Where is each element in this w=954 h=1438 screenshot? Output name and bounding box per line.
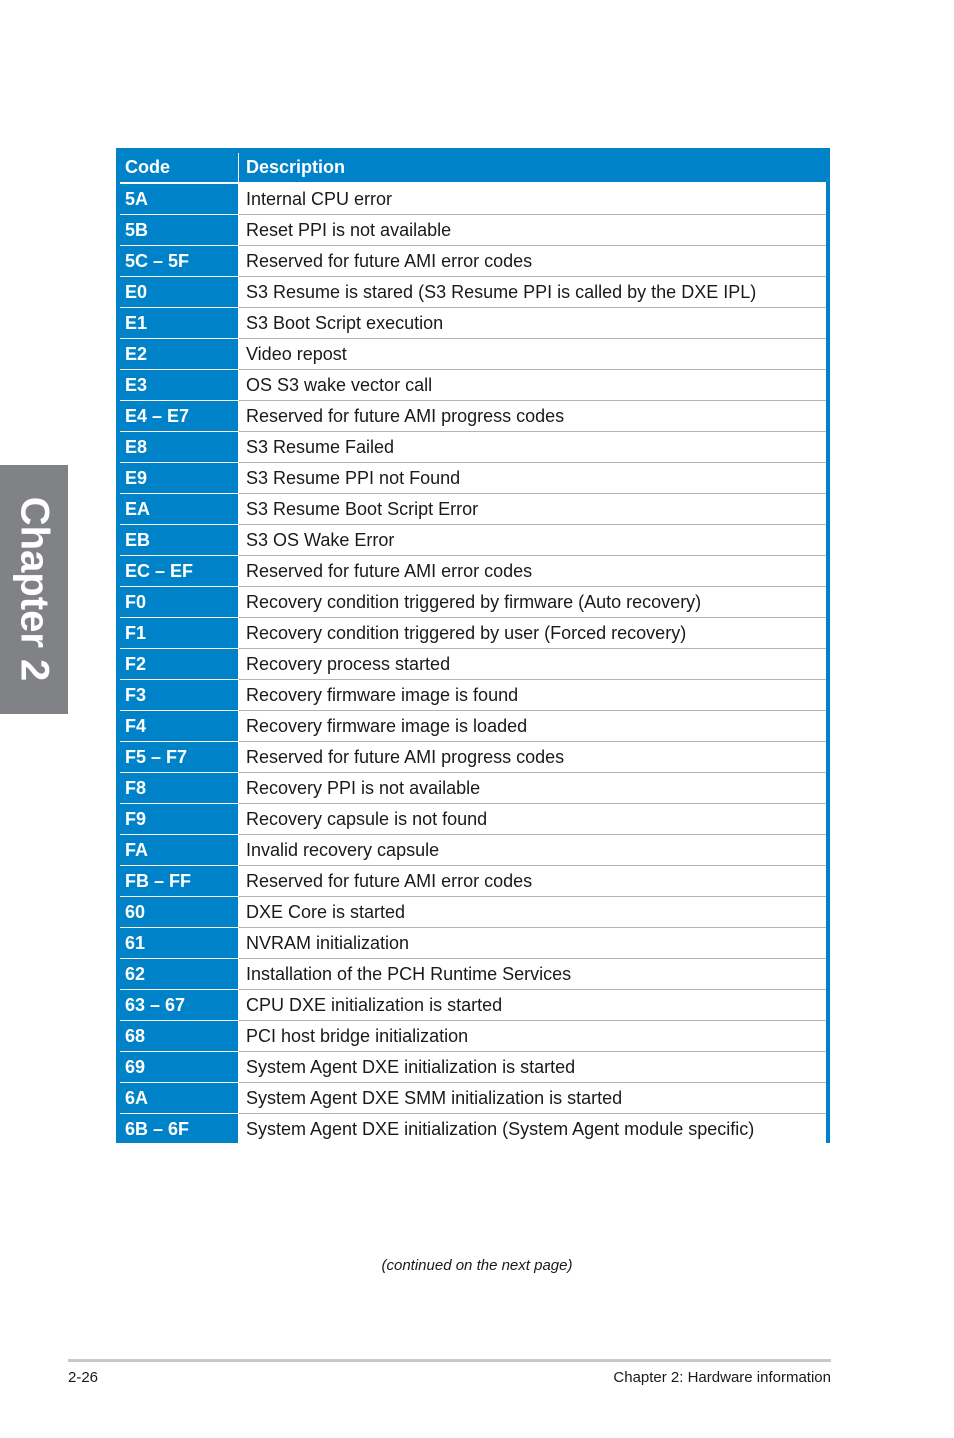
code-cell: E0: [120, 277, 238, 308]
table-row: [120, 835, 826, 866]
table-row: [120, 959, 826, 990]
table-row: [120, 804, 826, 835]
table-row: [120, 525, 826, 556]
footer-rule: [68, 1359, 831, 1362]
code-cell: 68: [120, 1021, 238, 1052]
table-row: [120, 277, 826, 308]
code-cell: 63 – 67: [120, 990, 238, 1021]
code-cell: 62: [120, 959, 238, 990]
code-cell: 5B: [120, 215, 238, 246]
table-row: [120, 339, 826, 370]
table-body: [120, 184, 826, 1145]
code-cell: F8: [120, 773, 238, 804]
table-row: [120, 308, 826, 339]
code-cell: E2: [120, 339, 238, 370]
description-cell: Recovery capsule is not found: [238, 804, 826, 835]
description-cell: DXE Core is started: [238, 897, 826, 928]
code-cell: E4 – E7: [120, 401, 238, 432]
code-cell: F9: [120, 804, 238, 835]
description-cell: S3 OS Wake Error: [238, 525, 826, 556]
table-row: [120, 401, 826, 432]
table-row: [120, 1052, 826, 1083]
description-cell: Recovery condition triggered by firmware (Auto recovery): [238, 587, 826, 618]
code-cell: FA: [120, 835, 238, 866]
description-cell: Recovery PPI is not available: [238, 773, 826, 804]
description-cell: Recovery process started: [238, 649, 826, 680]
description-cell: Recovery firmware image is found: [238, 680, 826, 711]
code-cell: EA: [120, 494, 238, 525]
code-cell: F4: [120, 711, 238, 742]
description-cell: Reserved for future AMI error codes: [238, 246, 826, 277]
description-cell: Invalid recovery capsule: [238, 835, 826, 866]
table-row: [120, 556, 826, 587]
description-cell: Internal CPU error: [238, 184, 826, 215]
continued-note: (continued on the next page): [381, 1257, 573, 1274]
chapter-tab: [0, 465, 68, 714]
table-row: [120, 587, 826, 618]
description-cell: Installation of the PCH Runtime Services: [238, 959, 826, 990]
description-cell: S3 Boot Script execution: [238, 308, 826, 339]
code-cell: E9: [120, 463, 238, 494]
table-row: [120, 463, 826, 494]
table-row: [120, 370, 826, 401]
table-row: [120, 773, 826, 804]
description-cell: Recovery condition triggered by user (Forced recovery): [238, 618, 826, 649]
description-cell: Reserved for future AMI error codes: [238, 556, 826, 587]
description-cell: CPU DXE initialization is started: [238, 990, 826, 1021]
table-row: [120, 494, 826, 525]
description-cell: Reserved for future AMI progress codes: [238, 742, 826, 773]
code-cell: E1: [120, 308, 238, 339]
code-cell: F3: [120, 680, 238, 711]
code-cell: F2: [120, 649, 238, 680]
code-cell: 6A: [120, 1083, 238, 1114]
table-row: [120, 184, 826, 215]
code-cell: EB: [120, 525, 238, 556]
table-row: [120, 1083, 826, 1114]
description-cell: Recovery firmware image is loaded: [238, 711, 826, 742]
code-cell: EC – EF: [120, 556, 238, 587]
table-row: [120, 618, 826, 649]
code-cell: F5 – F7: [120, 742, 238, 773]
code-cell: FB – FF: [120, 866, 238, 897]
code-cell: 6B – 6F: [125, 1119, 190, 1139]
table-row: [120, 1021, 826, 1052]
description-cell: Reserved for future AMI error codes: [238, 866, 826, 897]
table-row: [120, 1114, 826, 1145]
code-cell: 60: [120, 897, 238, 928]
description-cell: System Agent DXE initialization is started: [238, 1052, 826, 1083]
description-cell: System Agent DXE initialization (System Agent module specific): [238, 1114, 826, 1145]
code-cell: E8: [120, 432, 238, 463]
page-number: 2-26: [68, 1369, 99, 1386]
footer-chapter-title: Chapter 2: Hardware information: [613, 1369, 831, 1386]
table-header-row: [120, 153, 826, 184]
code-cell: 5A: [120, 184, 238, 215]
table-row: [120, 897, 826, 928]
column-header-description: Description: [238, 153, 826, 184]
code-cell: E3: [120, 370, 238, 401]
description-cell: S3 Resume Boot Script Error: [238, 494, 826, 525]
description-cell: OS S3 wake vector call: [238, 370, 826, 401]
description-cell: NVRAM initialization: [238, 928, 826, 959]
table-row: [120, 928, 826, 959]
code-cell: 5C – 5F: [120, 246, 238, 277]
table-row: [120, 866, 826, 897]
description-cell: S3 Resume PPI not Found: [238, 463, 826, 494]
description-cell: Reserved for future AMI progress codes: [238, 401, 826, 432]
code-cell: F0: [120, 587, 238, 618]
table-row: [120, 742, 826, 773]
table-row: [120, 680, 826, 711]
post-code-table: [116, 148, 830, 1143]
description-cell: S3 Resume Failed: [238, 432, 826, 463]
table-row: [120, 711, 826, 742]
table-row: [120, 649, 826, 680]
description-cell: Video repost: [238, 339, 826, 370]
code-cell: 69: [120, 1052, 238, 1083]
chapter-tab-label: Chapter 2: [12, 496, 57, 682]
description-cell: PCI host bridge initialization: [238, 1021, 826, 1052]
code-cell: 61: [120, 928, 238, 959]
description-cell: Reset PPI is not available: [238, 215, 826, 246]
table-row: [120, 990, 826, 1021]
column-header-code: Code: [120, 153, 238, 184]
table-row: [120, 246, 826, 277]
table-row: [120, 215, 826, 246]
description-cell: S3 Resume is stared (S3 Resume PPI is called by the DXE IPL): [238, 277, 826, 308]
table-row: [120, 432, 826, 463]
description-cell: System Agent DXE SMM initialization is started: [238, 1083, 826, 1114]
code-cell: F1: [120, 618, 238, 649]
